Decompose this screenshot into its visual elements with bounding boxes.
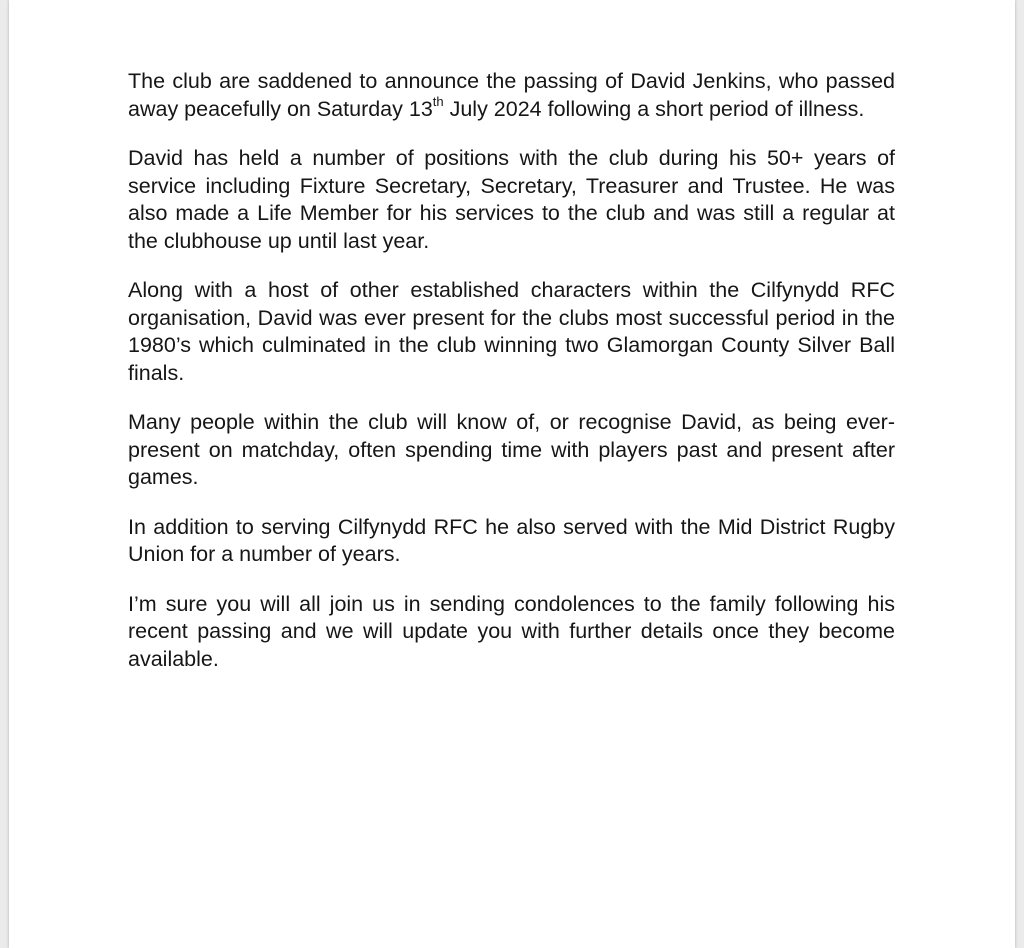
announcement-body <box>128 68 895 695</box>
document-page <box>9 0 1015 948</box>
paragraph-announcement-text-start: The club are saddened to announce the passing of David Jenkins, who passed away peacefully on Saturday 13 <box>128 69 895 121</box>
paragraph-history: Along with a host of other established characters within the Cilfynydd RFC organisation, David was ever present for the clubs most successful period in the 1980’s which culminated in the club winning two Glamorgan County Silver Ball finals. <box>128 278 895 385</box>
paragraph-condolences: I’m sure you will all join us in sending condolences to the family following his recent passing and we will update you with further details once they become available. <box>128 591 895 671</box>
paragraph-matchday: Many people within the club will know of, or recognise David, as being ever-present on matchday, often spending time with players past and present after games. <box>128 410 895 489</box>
paragraph-announcement-text-end: July 2024 following a short period of illness. <box>443 96 865 121</box>
ordinal-suffix: th <box>432 94 444 110</box>
paragraph-positions: David has held a number of positions with the club during his 50+ years of service including Fixture Secretary, Secretary, Treasurer and Trustee. He was also made a Life Member for his services to the club and was still a regular at the clubhouse up until last year. <box>128 146 895 253</box>
paragraph-mid-district: In addition to serving Cilfynydd RFC he also served with the Mid District Rugby Union for a number of years. <box>128 514 895 566</box>
paragraph-announcement <box>128 68 895 123</box>
